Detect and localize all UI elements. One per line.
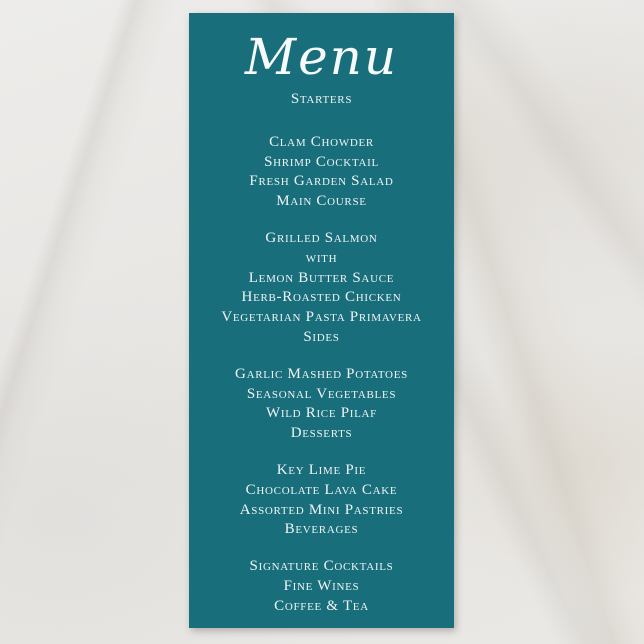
menu-line: Seasonal Vegetables	[246, 385, 397, 402]
menu-line: Sides	[303, 328, 340, 345]
menu-group	[189, 229, 454, 348]
menu-group	[189, 90, 454, 110]
menu-title: Menu	[244, 28, 399, 86]
menu-line: Signature Cocktails	[249, 558, 394, 575]
menu-line: Garlic Mashed Potatoes	[235, 365, 408, 382]
menu-group	[189, 461, 454, 540]
menu-line: Shrimp Cocktail	[264, 153, 379, 170]
menu-group	[189, 133, 454, 212]
menu-line: Fresh Garden Salad	[249, 173, 394, 190]
menu-line: Wild Rice Pilaf	[266, 405, 377, 422]
menu-line: Clam Chowder	[269, 133, 374, 150]
menu-line: Herb-Roasted Chicken	[241, 289, 402, 306]
menu-line: Coffee & Tea	[274, 597, 369, 614]
menu-line: Lemon Butter Sauce	[248, 269, 395, 286]
menu-line: Key Lime Pie	[276, 461, 367, 478]
menu-group	[189, 557, 454, 616]
menu-body	[189, 90, 454, 617]
menu-line: Main Course	[276, 193, 367, 210]
menu-line: Assorted Mini Pastries	[239, 501, 404, 518]
menu-line: with	[305, 249, 338, 266]
menu-card	[189, 13, 454, 628]
menu-line: Starters	[290, 91, 353, 107]
menu-group	[189, 365, 454, 444]
menu-line: Fine Wines	[283, 577, 360, 594]
menu-line: Vegetarian Pasta Primavera	[221, 309, 422, 326]
menu-line: Grilled Salmon	[265, 229, 378, 246]
menu-line: Desserts	[290, 425, 353, 442]
menu-line: Chocolate Lava Cake	[245, 481, 398, 498]
menu-line: Beverages	[284, 521, 359, 538]
